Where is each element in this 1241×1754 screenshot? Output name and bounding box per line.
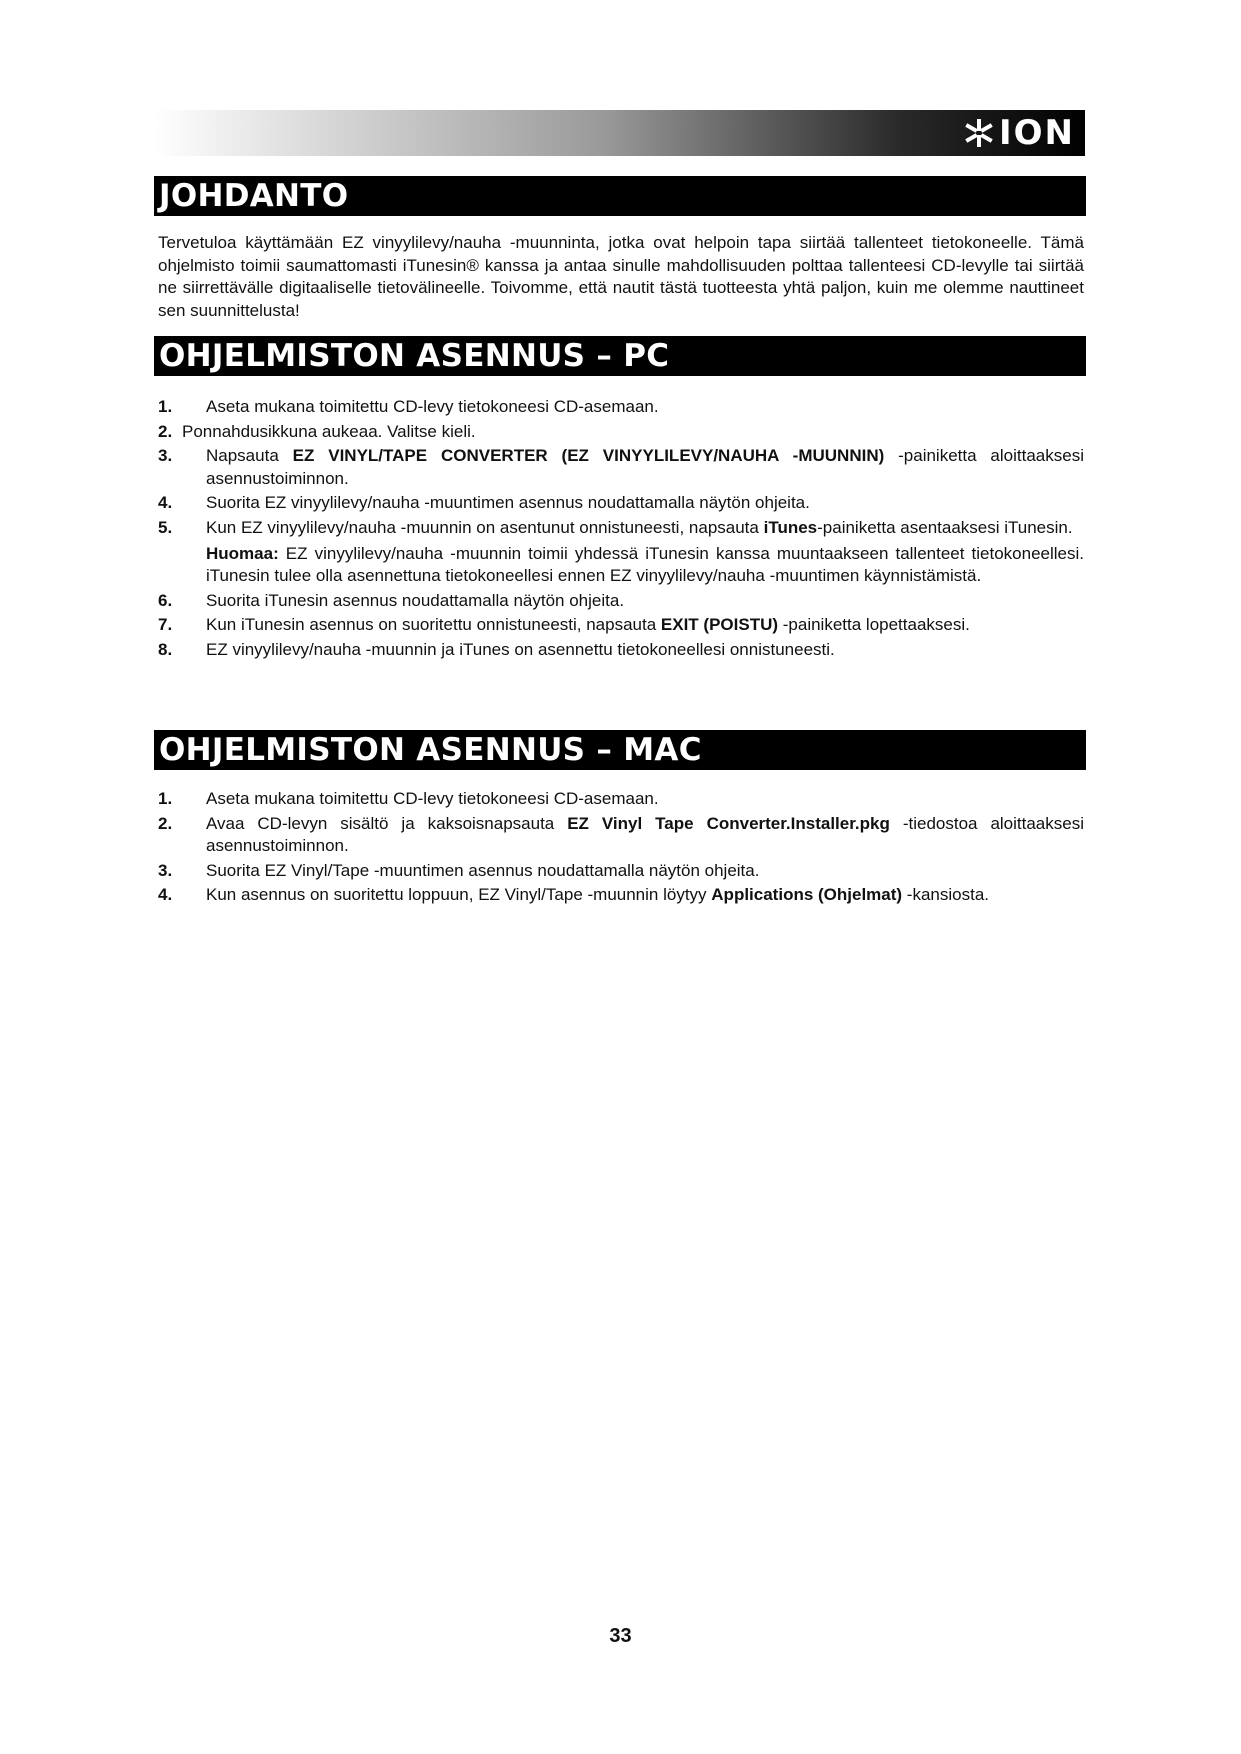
- list-item: [158, 884, 1084, 907]
- step-text: Aseta mukana toimitettu CD-levy tietokoneesi CD-asemaan.: [206, 397, 659, 416]
- list-item: [158, 396, 1084, 419]
- list-item: [158, 788, 1084, 811]
- step-number: 4.: [158, 493, 173, 513]
- step-text: Napsauta: [206, 446, 293, 466]
- step-number: 3.: [158, 446, 173, 466]
- mac-steps-list: [158, 788, 1084, 909]
- section-title-johdanto: JOHDANTO: [154, 176, 1086, 216]
- step-text: Suorita EZ Vinyl/Tape -muuntimen asennus noudattamalla näytön ohjeita.: [206, 860, 760, 880]
- step-text: Aseta mukana toimitettu CD-levy tietokoneesi CD-asemaan.: [206, 789, 659, 808]
- brand-logo: [965, 113, 1075, 153]
- star-burst-icon: [965, 118, 993, 148]
- step-text: Kun iTunesin asennus on suoritettu onnistuneesti, napsauta: [206, 615, 661, 635]
- page-number: 33: [609, 1625, 632, 1647]
- list-item: [158, 445, 1084, 490]
- step-number: 4.: [158, 885, 173, 905]
- note-label: Huomaa:: [206, 543, 279, 563]
- step-number: 8.: [158, 639, 173, 659]
- step-number: 6.: [158, 590, 173, 610]
- step-text: Suorita EZ vinyylilevy/nauha -muuntimen asennus noudattamalla näytön ohjeita.: [206, 493, 810, 513]
- intro-paragraph: Tervetuloa käyttämään EZ vinyylilevy/nauha -muunninta, jotka ovat helpoin tapa siirtää tallenteet tietokoneelle. Tämä ohjelmisto toimii saumattomasti iTunesin® kanssa ja antaa sinulle mahdollisuuden polttaa tallenteesi CD-levylle tai siirtää ne siirrettävälle digitaaliselle tietovälineelle. Toivomme, että nautit tästä tuotteesta yhtä paljon, kuin me olemme nauttineet sen suunnittelusta!: [158, 233, 1084, 320]
- step-bold-text: iTunes: [763, 517, 818, 537]
- list-item: [158, 813, 1084, 858]
- step-number: 5.: [158, 517, 173, 537]
- step-number: 2.: [158, 813, 173, 833]
- step-number: 3.: [158, 860, 173, 880]
- list-item: [158, 860, 1084, 883]
- step-text: -painiketta asentaaksesi iTunesin.: [817, 517, 1073, 537]
- step-number: 2.: [158, 421, 173, 441]
- list-item: [158, 639, 1084, 662]
- logo-text: ION: [998, 113, 1075, 153]
- step-bold-text: Applications (Ohjelmat): [711, 885, 903, 905]
- step-text: Kun asennus on suoritettu loppuun, EZ Vinyl/Tape -muunnin löytyy: [206, 885, 712, 905]
- step-bold-text: EZ VINYL/TAPE CONVERTER (EZ VINYYLILEVY/NAUHA -MUUNNIN): [292, 446, 885, 466]
- step-text: Avaa CD-levyn sisältö ja kaksoisnapsauta: [206, 813, 568, 833]
- step-text: Ponnahdusikkuna aukeaa. Valitse kieli.: [182, 421, 476, 441]
- step-bold-text: EXIT (POISTU): [660, 615, 779, 635]
- list-item: [158, 421, 1084, 444]
- step-text: Kun EZ vinyylilevy/nauha -muunnin on asentunut onnistuneesti, napsauta: [206, 517, 764, 537]
- step-number: 7.: [158, 615, 173, 635]
- note-text: EZ vinyylilevy/nauha -muunnin toimii yhdessä iTunesin kanssa muuntaakseen tallenteet tietokoneellesi. iTunesin tulee olla asennettuna tietokoneellesi ennen EZ vinyylilevy/nauha -muuntimen käynnistämistä.: [206, 543, 1084, 586]
- step-text: -kansiosta.: [902, 885, 990, 905]
- section-title-mac-install: OHJELMISTON ASENNUS – MAC: [154, 730, 1086, 770]
- step-text: -painiketta aloittaaksesi asennustoiminnon.: [206, 446, 1084, 488]
- step-text: -painiketta lopettaaksesi.: [778, 615, 970, 635]
- list-item: [158, 492, 1084, 515]
- step-bold-text: EZ Vinyl Tape Converter.Installer.pkg: [567, 813, 890, 833]
- note-block: [206, 543, 1084, 588]
- list-item: [158, 517, 1084, 588]
- step-text: Suorita iTunesin asennus noudattamalla näytön ohjeita.: [206, 590, 625, 610]
- step-text: -tiedostoa aloittaaksesi asennustoiminnon.: [206, 813, 1084, 856]
- step-text: EZ vinyylilevy/nauha -muunnin ja iTunes on asennettu tietokoneellesi onnistuneesti.: [206, 639, 835, 659]
- header-gradient-bar: [155, 110, 1085, 156]
- pc-steps-list: [158, 396, 1084, 664]
- list-item: [158, 614, 1084, 637]
- step-number: 1.: [158, 397, 173, 416]
- step-number: 1.: [158, 789, 173, 808]
- section-title-pc-install: OHJELMISTON ASENNUS – PC: [154, 336, 1086, 376]
- list-item: [158, 590, 1084, 613]
